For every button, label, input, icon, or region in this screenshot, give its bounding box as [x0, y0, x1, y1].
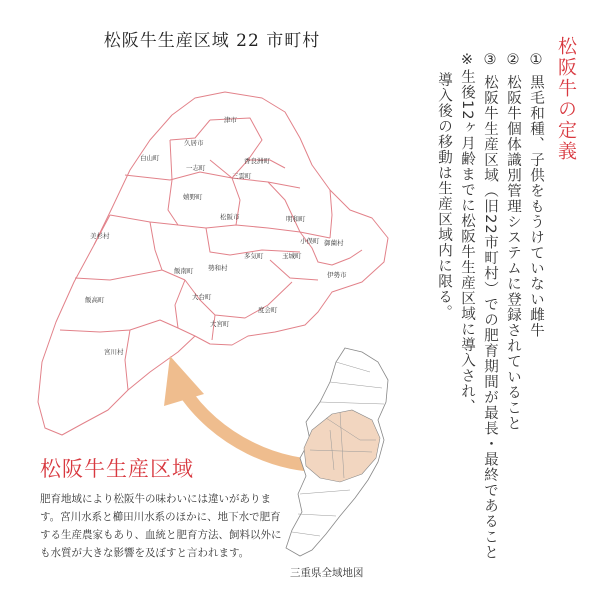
- definition-note: ※生後12ヶ月齢までに松阪牛生産区域に導入され、: [459, 52, 475, 415]
- label-iinan: 飯南町: [174, 267, 194, 275]
- label-misugi: 美杉村: [90, 232, 110, 240]
- label-hakusan: 白山町: [140, 154, 160, 162]
- label-karasu: 香良洲町: [244, 157, 270, 165]
- label-tsu: 津市: [224, 116, 237, 124]
- definition-note-cont: 導入後の移動は生産区域内に限る。: [436, 72, 452, 320]
- area-title: 松阪牛生産区域: [40, 457, 194, 481]
- label-misono: 御薗村: [324, 239, 344, 247]
- label-iitaka: 飯高町: [85, 296, 105, 304]
- map-title: 松阪牛生産区域 22 市町村: [103, 31, 321, 51]
- label-obata: 小俣町: [300, 237, 320, 245]
- label-seiwa: 勢和村: [208, 264, 228, 272]
- label-ureshino: 嬉野町: [183, 193, 203, 201]
- label-meiwa: 明和町: [286, 215, 306, 223]
- definition-item-2: ② 松阪牛個体識別管理システムに登録されていること: [505, 52, 521, 432]
- label-hisai: 久居市: [184, 139, 204, 147]
- definition-item-3: ③ 松阪牛生産区域（旧22市町村）での肥育期間が最長・最終であること: [482, 52, 498, 561]
- label-mikumo: 三雲町: [232, 172, 252, 180]
- label-matsusaka: 松阪市: [220, 213, 240, 221]
- inset-map-caption: 三重県全域地図: [290, 567, 364, 579]
- label-odai: 大台町: [192, 293, 212, 301]
- definition-title: 松阪牛の定義: [555, 36, 577, 162]
- label-watarai: 度会町: [258, 306, 278, 314]
- area-description: 肥育地域により松阪牛の味わいには違いがあります。宮川水系と櫛田川水系のほかに、地下水で肥育する生産農家もあり、血統と肥育方法、飼料以外にも水質が大きな影響を及ぼすと言われます。: [40, 493, 282, 559]
- label-taki: 多気町: [244, 252, 264, 260]
- label-ise: 伊勢市: [327, 271, 347, 279]
- definition-item-1: ① 黒毛和種、子供をもうけていない雌牛: [528, 52, 544, 339]
- label-tamaki: 玉城町: [282, 252, 302, 260]
- label-miyagawa: 宮川村: [104, 348, 124, 356]
- label-omiya: 大宮町: [210, 320, 230, 328]
- label-ichishi: 一志町: [186, 164, 206, 172]
